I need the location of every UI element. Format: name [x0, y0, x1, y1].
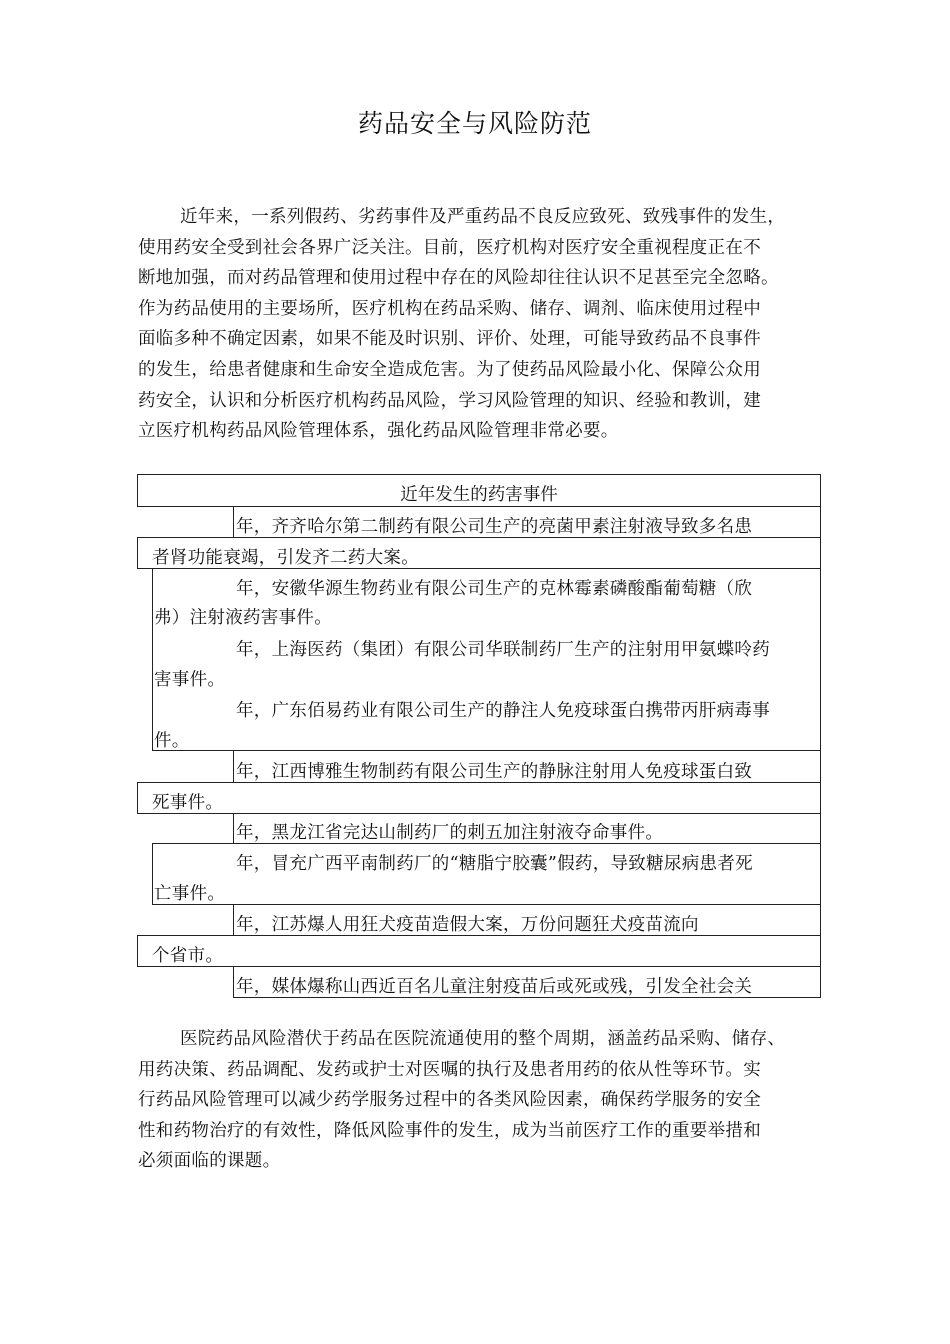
table-row: 年，上海医药（集团）有限公司华联制药厂生产的注射用甲氨蝶呤药: [236, 640, 770, 660]
table-rule: [233, 966, 234, 998]
table-row: 件。: [154, 731, 190, 751]
table-rule: [137, 935, 138, 967]
intro-paragraph: [138, 202, 828, 447]
table-row: 死事件。: [152, 793, 224, 813]
table-row: 年，广东佰易药业有限公司生产的静注人免疫球蛋白携带丙肝病毒事: [236, 701, 770, 721]
intro-line: 立医疗机构药品风险管理体系，强化药品风险管理非常必要。: [138, 421, 619, 442]
table-rule: [137, 966, 821, 967]
intro-line: 使用药安全受到社会各界广泛关注。目前，医疗机构对医疗安全重视程度正在不: [138, 237, 761, 258]
table-row: 年，江西博雅生物制药有限公司生产的静脉注射用人免疫球蛋白致: [236, 762, 753, 782]
table-rule: [137, 506, 821, 507]
conclusion-paragraph: [138, 1024, 828, 1177]
table-rule: [152, 568, 153, 751]
table-row: 年，江苏爆人用狂犬疫苗造假大案，万份问题狂犬疫苗流向: [236, 915, 699, 935]
conclusion-line: 医院药品风险潜伏于药品在医院流通使用的整个周期，涵盖药品采购、储存、: [180, 1029, 786, 1049]
intro-line: 作为药品使用的主要场所，医疗机构在药品采购、储存、调剂、临床使用过程中: [138, 298, 761, 319]
table-row: 年，冒充广西平南制药厂的“糖脂宁胶囊”假药，导致糖尿病患者死: [236, 854, 753, 874]
table-rule: [137, 813, 821, 814]
table-rule: [152, 904, 821, 905]
intro-line: 的发生，给患者健康和生命安全造成危害。为了使药品风险最小化、保障公众用: [138, 359, 761, 380]
table-row: 亡事件。: [154, 884, 226, 904]
intro-line: 近年来，一系列假药、劣药事件及严重药品不良反应致死、致残事件的发生，: [180, 207, 786, 227]
table-rule: [137, 782, 138, 814]
table-row: 年，媒体爆称山西近百名儿童注射疫苗后或死或残，引发全社会关: [236, 977, 753, 997]
table-rule: [137, 474, 821, 475]
table-rule: [152, 843, 153, 905]
table-rule: [233, 813, 234, 844]
table-rule: [233, 506, 234, 538]
table-rule: [233, 904, 234, 936]
table-rule: [137, 537, 138, 569]
table-rule: [820, 474, 821, 998]
table-row: 年，黑龙江省完达山制药厂的刺五加注射液夺命事件。: [236, 823, 664, 843]
conclusion-line: 性和药物治疗的有效性，降低风险事件的发生，成为当前医疗工作的重要举措和: [138, 1120, 761, 1141]
table-row: 个省市。: [152, 946, 224, 966]
table-row: 者肾功能衰竭，引发齐二药大案。: [152, 548, 419, 568]
table-rule: [152, 750, 821, 751]
table-row: 年，齐齐哈尔第二制药有限公司生产的亮菌甲素注射液导致多名患: [236, 517, 753, 537]
table-row: 害事件。: [154, 670, 226, 690]
conclusion-line: 用药决策、药品调配、发药或护士对医嘱的执行及患者用药的依从性等环节。实: [138, 1059, 761, 1080]
page-title: 药品安全与风险防范: [357, 109, 592, 138]
table-row: 弗）注射液药害事件。: [154, 608, 332, 628]
conclusion-line: 行药品风险管理可以减少药学服务过程中的各类风险因素，确保药学服务的安全: [138, 1090, 761, 1111]
intro-line: 面临多种不确定因素，如果不能及时识别、评价、处理，可能导致药品不良事件: [138, 329, 761, 350]
table-row: 年，安徽华源生物药业有限公司生产的克林霉素磷酸酯葡萄糖（欣: [236, 579, 753, 599]
intro-line: 药安全，认识和分析医疗机构药品风险，学习风险管理的知识、经验和教训，建: [138, 390, 761, 411]
conclusion-line: 必须面临的课题。: [138, 1151, 281, 1172]
table-rule: [233, 750, 234, 783]
intro-line: 断地加强，而对药品管理和使用过程中存在的风险却往往认识不足甚至完全忽略。: [138, 268, 779, 289]
table-header: 近年发生的药害事件: [400, 485, 558, 505]
